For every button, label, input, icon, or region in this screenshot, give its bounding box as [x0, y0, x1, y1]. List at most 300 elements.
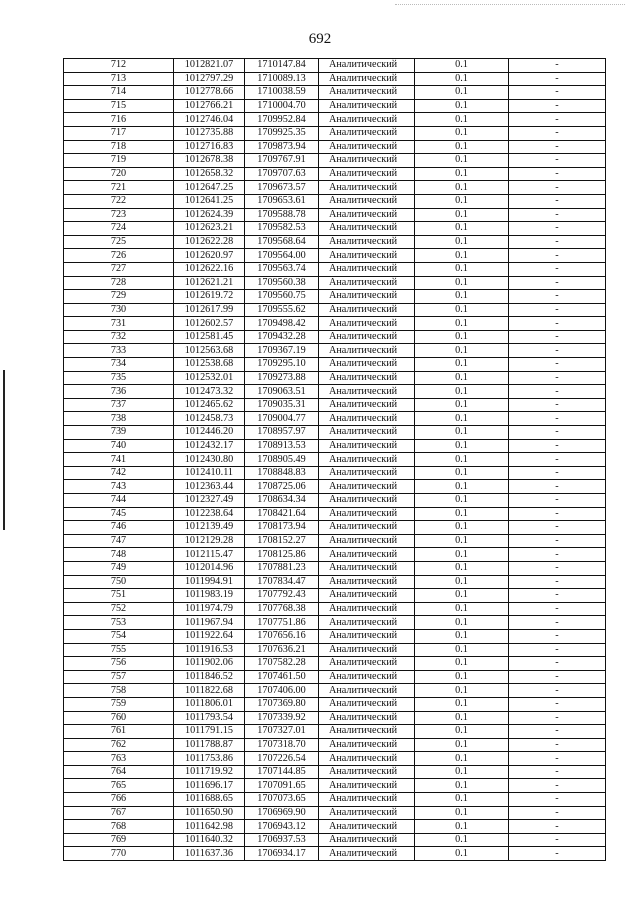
description-cell: -: [509, 561, 606, 575]
description-cell: -: [509, 589, 606, 603]
point-number-cell: 754: [64, 629, 174, 643]
x-coordinate-cell: 1012821.07: [174, 59, 245, 73]
accuracy-cell: 0.1: [415, 398, 509, 412]
point-number-cell: 713: [64, 72, 174, 86]
accuracy-cell: 0.1: [415, 358, 509, 372]
y-coordinate-cell: 1708913.53: [245, 439, 319, 453]
x-coordinate-cell: 1011793.54: [174, 711, 245, 725]
x-coordinate-cell: 1011846.52: [174, 670, 245, 684]
accuracy-cell: 0.1: [415, 602, 509, 616]
point-number-cell: 763: [64, 752, 174, 766]
method-cell: Аналитический: [319, 684, 415, 698]
method-cell: Аналитический: [319, 358, 415, 372]
accuracy-cell: 0.1: [415, 262, 509, 276]
table-row: [64, 344, 606, 358]
y-coordinate-cell: 1709498.42: [245, 317, 319, 331]
accuracy-cell: 0.1: [415, 589, 509, 603]
table-row: [64, 548, 606, 562]
table-row: [64, 602, 606, 616]
accuracy-cell: 0.1: [415, 670, 509, 684]
description-cell: -: [509, 167, 606, 181]
x-coordinate-cell: 1012735.88: [174, 126, 245, 140]
x-coordinate-cell: 1012327.49: [174, 494, 245, 508]
description-cell: -: [509, 235, 606, 249]
y-coordinate-cell: 1706969.90: [245, 806, 319, 820]
method-cell: Аналитический: [319, 561, 415, 575]
y-coordinate-cell: 1708421.64: [245, 507, 319, 521]
x-coordinate-cell: 1012430.80: [174, 453, 245, 467]
x-coordinate-cell: 1011974.79: [174, 602, 245, 616]
point-number-cell: 744: [64, 494, 174, 508]
description-cell: -: [509, 629, 606, 643]
x-coordinate-cell: 1011640.32: [174, 833, 245, 847]
x-coordinate-cell: 1011916.53: [174, 643, 245, 657]
accuracy-cell: 0.1: [415, 480, 509, 494]
point-number-cell: 751: [64, 589, 174, 603]
method-cell: Аналитический: [319, 412, 415, 426]
y-coordinate-cell: 1709273.88: [245, 371, 319, 385]
y-coordinate-cell: 1706943.12: [245, 820, 319, 834]
x-coordinate-cell: 1012797.29: [174, 72, 245, 86]
description-cell: -: [509, 507, 606, 521]
point-number-cell: 740: [64, 439, 174, 453]
description-cell: -: [509, 222, 606, 236]
accuracy-cell: 0.1: [415, 276, 509, 290]
x-coordinate-cell: 1012622.28: [174, 235, 245, 249]
table-row: [64, 154, 606, 168]
table-row: [64, 439, 606, 453]
accuracy-cell: 0.1: [415, 629, 509, 643]
x-coordinate-cell: 1012410.11: [174, 466, 245, 480]
method-cell: Аналитический: [319, 629, 415, 643]
point-number-cell: 764: [64, 765, 174, 779]
y-coordinate-cell: 1707881.23: [245, 561, 319, 575]
method-cell: Аналитический: [319, 575, 415, 589]
method-cell: Аналитический: [319, 534, 415, 548]
method-cell: Аналитический: [319, 167, 415, 181]
accuracy-cell: 0.1: [415, 371, 509, 385]
accuracy-cell: 0.1: [415, 833, 509, 847]
description-cell: -: [509, 72, 606, 86]
method-cell: Аналитический: [319, 330, 415, 344]
accuracy-cell: 0.1: [415, 303, 509, 317]
y-coordinate-cell: 1706934.17: [245, 847, 319, 861]
accuracy-cell: 0.1: [415, 507, 509, 521]
y-coordinate-cell: 1708848.83: [245, 466, 319, 480]
table-row: [64, 752, 606, 766]
x-coordinate-cell: 1012014.96: [174, 561, 245, 575]
table-row: [64, 670, 606, 684]
description-cell: -: [509, 616, 606, 630]
method-cell: Аналитический: [319, 235, 415, 249]
method-cell: Аналитический: [319, 398, 415, 412]
accuracy-cell: 0.1: [415, 820, 509, 834]
coordinates-table: [63, 58, 606, 861]
accuracy-cell: 0.1: [415, 344, 509, 358]
description-cell: -: [509, 426, 606, 440]
method-cell: Аналитический: [319, 480, 415, 494]
y-coordinate-cell: 1709952.84: [245, 113, 319, 127]
table-row: [64, 806, 606, 820]
accuracy-cell: 0.1: [415, 684, 509, 698]
method-cell: Аналитический: [319, 154, 415, 168]
x-coordinate-cell: 1012620.97: [174, 249, 245, 263]
accuracy-cell: 0.1: [415, 72, 509, 86]
y-coordinate-cell: 1707318.70: [245, 738, 319, 752]
x-coordinate-cell: 1011696.17: [174, 779, 245, 793]
y-coordinate-cell: 1709295.10: [245, 358, 319, 372]
description-cell: -: [509, 602, 606, 616]
point-number-cell: 730: [64, 303, 174, 317]
point-number-cell: 767: [64, 806, 174, 820]
point-number-cell: 741: [64, 453, 174, 467]
point-number-cell: 733: [64, 344, 174, 358]
point-number-cell: 726: [64, 249, 174, 263]
table-row: [64, 222, 606, 236]
x-coordinate-cell: 1012621.21: [174, 276, 245, 290]
y-coordinate-cell: 1709673.57: [245, 181, 319, 195]
point-number-cell: 729: [64, 290, 174, 304]
y-coordinate-cell: 1709432.28: [245, 330, 319, 344]
table-row: [64, 276, 606, 290]
method-cell: Аналитический: [319, 697, 415, 711]
method-cell: Аналитический: [319, 59, 415, 73]
point-number-cell: 769: [64, 833, 174, 847]
table-row: [64, 208, 606, 222]
x-coordinate-cell: 1012581.45: [174, 330, 245, 344]
x-coordinate-cell: 1011983.19: [174, 589, 245, 603]
y-coordinate-cell: 1709653.61: [245, 194, 319, 208]
x-coordinate-cell: 1012538.68: [174, 358, 245, 372]
x-coordinate-cell: 1011806.01: [174, 697, 245, 711]
point-number-cell: 765: [64, 779, 174, 793]
method-cell: Аналитический: [319, 793, 415, 807]
accuracy-cell: 0.1: [415, 385, 509, 399]
x-coordinate-cell: 1012623.21: [174, 222, 245, 236]
table-row: [64, 181, 606, 195]
page-number: 692: [308, 31, 332, 47]
table-row: [64, 398, 606, 412]
accuracy-cell: 0.1: [415, 126, 509, 140]
description-cell: -: [509, 466, 606, 480]
table-row: [64, 643, 606, 657]
point-number-cell: 731: [64, 317, 174, 331]
description-cell: -: [509, 725, 606, 739]
description-cell: -: [509, 358, 606, 372]
table-row: [64, 697, 606, 711]
method-cell: Аналитический: [319, 779, 415, 793]
y-coordinate-cell: 1709925.35: [245, 126, 319, 140]
x-coordinate-cell: 1011791.15: [174, 725, 245, 739]
x-coordinate-cell: 1012129.28: [174, 534, 245, 548]
accuracy-cell: 0.1: [415, 575, 509, 589]
method-cell: Аналитический: [319, 602, 415, 616]
y-coordinate-cell: 1708125.86: [245, 548, 319, 562]
description-cell: -: [509, 59, 606, 73]
method-cell: Аналитический: [319, 181, 415, 195]
point-number-cell: 768: [64, 820, 174, 834]
description-cell: -: [509, 290, 606, 304]
table-row: [64, 358, 606, 372]
y-coordinate-cell: 1709035.31: [245, 398, 319, 412]
accuracy-cell: 0.1: [415, 140, 509, 154]
method-cell: Аналитический: [319, 317, 415, 331]
point-number-cell: 750: [64, 575, 174, 589]
y-coordinate-cell: 1707582.28: [245, 657, 319, 671]
point-number-cell: 747: [64, 534, 174, 548]
method-cell: Аналитический: [319, 72, 415, 86]
accuracy-cell: 0.1: [415, 290, 509, 304]
point-number-cell: 715: [64, 99, 174, 113]
accuracy-cell: 0.1: [415, 317, 509, 331]
x-coordinate-cell: 1012602.57: [174, 317, 245, 331]
y-coordinate-cell: 1709582.53: [245, 222, 319, 236]
description-cell: -: [509, 670, 606, 684]
method-cell: Аналитический: [319, 670, 415, 684]
table-row: [64, 684, 606, 698]
method-cell: Аналитический: [319, 426, 415, 440]
accuracy-cell: 0.1: [415, 765, 509, 779]
description-cell: -: [509, 113, 606, 127]
point-number-cell: 724: [64, 222, 174, 236]
point-number-cell: 756: [64, 657, 174, 671]
x-coordinate-cell: 1012139.49: [174, 521, 245, 535]
table-row: [64, 126, 606, 140]
x-coordinate-cell: 1012458.73: [174, 412, 245, 426]
accuracy-cell: 0.1: [415, 222, 509, 236]
y-coordinate-cell: 1709707.63: [245, 167, 319, 181]
point-number-cell: 714: [64, 86, 174, 100]
y-coordinate-cell: 1708634.34: [245, 494, 319, 508]
description-cell: -: [509, 194, 606, 208]
point-number-cell: 735: [64, 371, 174, 385]
description-cell: -: [509, 548, 606, 562]
method-cell: Аналитический: [319, 521, 415, 535]
x-coordinate-cell: 1012658.32: [174, 167, 245, 181]
table-row: [64, 847, 606, 861]
coordinates-table-body: [64, 59, 606, 861]
point-number-cell: 720: [64, 167, 174, 181]
description-cell: -: [509, 398, 606, 412]
description-cell: -: [509, 806, 606, 820]
point-number-cell: 712: [64, 59, 174, 73]
method-cell: Аналитический: [319, 371, 415, 385]
accuracy-cell: 0.1: [415, 439, 509, 453]
accuracy-cell: 0.1: [415, 643, 509, 657]
method-cell: Аналитический: [319, 385, 415, 399]
x-coordinate-cell: 1012432.17: [174, 439, 245, 453]
point-number-cell: 728: [64, 276, 174, 290]
table-row: [64, 711, 606, 725]
accuracy-cell: 0.1: [415, 521, 509, 535]
table-row: [64, 534, 606, 548]
description-cell: -: [509, 833, 606, 847]
method-cell: Аналитический: [319, 507, 415, 521]
table-row: [64, 561, 606, 575]
description-cell: -: [509, 208, 606, 222]
method-cell: Аналитический: [319, 657, 415, 671]
y-coordinate-cell: 1707792.43: [245, 589, 319, 603]
x-coordinate-cell: 1011688.65: [174, 793, 245, 807]
table-row: [64, 72, 606, 86]
description-cell: -: [509, 752, 606, 766]
x-coordinate-cell: 1011719.92: [174, 765, 245, 779]
table-row: [64, 833, 606, 847]
point-number-cell: 721: [64, 181, 174, 195]
method-cell: Аналитический: [319, 466, 415, 480]
accuracy-cell: 0.1: [415, 466, 509, 480]
x-coordinate-cell: 1012766.21: [174, 99, 245, 113]
description-cell: -: [509, 385, 606, 399]
x-coordinate-cell: 1012465.62: [174, 398, 245, 412]
accuracy-cell: 0.1: [415, 249, 509, 263]
method-cell: Аналитический: [319, 99, 415, 113]
table-row: [64, 290, 606, 304]
accuracy-cell: 0.1: [415, 738, 509, 752]
method-cell: Аналитический: [319, 548, 415, 562]
table-row: [64, 765, 606, 779]
description-cell: -: [509, 439, 606, 453]
point-number-cell: 770: [64, 847, 174, 861]
description-cell: -: [509, 684, 606, 698]
point-number-cell: 761: [64, 725, 174, 739]
table-row: [64, 426, 606, 440]
y-coordinate-cell: 1707461.50: [245, 670, 319, 684]
y-coordinate-cell: 1709004.77: [245, 412, 319, 426]
y-coordinate-cell: 1707369.80: [245, 697, 319, 711]
point-number-cell: 755: [64, 643, 174, 657]
method-cell: Аналитический: [319, 303, 415, 317]
method-cell: Аналитический: [319, 344, 415, 358]
accuracy-cell: 0.1: [415, 494, 509, 508]
table-row: [64, 86, 606, 100]
accuracy-cell: 0.1: [415, 154, 509, 168]
x-coordinate-cell: 1012778.66: [174, 86, 245, 100]
point-number-cell: 759: [64, 697, 174, 711]
accuracy-cell: 0.1: [415, 725, 509, 739]
x-coordinate-cell: 1012624.39: [174, 208, 245, 222]
method-cell: Аналитический: [319, 276, 415, 290]
table-row: [64, 589, 606, 603]
x-coordinate-cell: 1011822.68: [174, 684, 245, 698]
point-number-cell: 725: [64, 235, 174, 249]
table-row: [64, 371, 606, 385]
description-cell: -: [509, 412, 606, 426]
y-coordinate-cell: 1709767.91: [245, 154, 319, 168]
table-row: [64, 779, 606, 793]
y-coordinate-cell: 1707406.00: [245, 684, 319, 698]
table-row: [64, 235, 606, 249]
table-row: [64, 59, 606, 73]
accuracy-cell: 0.1: [415, 330, 509, 344]
y-coordinate-cell: 1707327.01: [245, 725, 319, 739]
accuracy-cell: 0.1: [415, 412, 509, 426]
point-number-cell: 760: [64, 711, 174, 725]
y-coordinate-cell: 1709563.74: [245, 262, 319, 276]
y-coordinate-cell: 1707144.85: [245, 765, 319, 779]
x-coordinate-cell: 1012363.44: [174, 480, 245, 494]
method-cell: Аналитический: [319, 806, 415, 820]
x-coordinate-cell: 1011902.06: [174, 657, 245, 671]
table-row: [64, 262, 606, 276]
x-coordinate-cell: 1012619.72: [174, 290, 245, 304]
accuracy-cell: 0.1: [415, 426, 509, 440]
table-row: [64, 521, 606, 535]
y-coordinate-cell: 1709063.51: [245, 385, 319, 399]
point-number-cell: 718: [64, 140, 174, 154]
description-cell: -: [509, 534, 606, 548]
description-cell: -: [509, 779, 606, 793]
y-coordinate-cell: 1706937.53: [245, 833, 319, 847]
y-coordinate-cell: 1710004.70: [245, 99, 319, 113]
table-row: [64, 385, 606, 399]
y-coordinate-cell: 1707073.65: [245, 793, 319, 807]
method-cell: Аналитический: [319, 589, 415, 603]
x-coordinate-cell: 1012678.38: [174, 154, 245, 168]
method-cell: Аналитический: [319, 616, 415, 630]
description-cell: -: [509, 276, 606, 290]
method-cell: Аналитический: [319, 208, 415, 222]
description-cell: -: [509, 820, 606, 834]
y-coordinate-cell: 1709555.62: [245, 303, 319, 317]
method-cell: Аналитический: [319, 711, 415, 725]
accuracy-cell: 0.1: [415, 453, 509, 467]
method-cell: Аналитический: [319, 439, 415, 453]
y-coordinate-cell: 1707091.65: [245, 779, 319, 793]
accuracy-cell: 0.1: [415, 113, 509, 127]
description-cell: -: [509, 86, 606, 100]
y-coordinate-cell: 1707226.54: [245, 752, 319, 766]
description-cell: -: [509, 657, 606, 671]
table-row: [64, 140, 606, 154]
x-coordinate-cell: 1011637.36: [174, 847, 245, 861]
point-number-cell: 723: [64, 208, 174, 222]
y-coordinate-cell: 1710147.84: [245, 59, 319, 73]
x-coordinate-cell: 1011922.64: [174, 629, 245, 643]
y-coordinate-cell: 1710089.13: [245, 72, 319, 86]
table-row: [64, 317, 606, 331]
point-number-cell: 766: [64, 793, 174, 807]
description-cell: -: [509, 453, 606, 467]
description-cell: -: [509, 140, 606, 154]
y-coordinate-cell: 1708152.27: [245, 534, 319, 548]
point-number-cell: 727: [64, 262, 174, 276]
x-coordinate-cell: 1012473.32: [174, 385, 245, 399]
description-cell: -: [509, 330, 606, 344]
y-coordinate-cell: 1709873.94: [245, 140, 319, 154]
accuracy-cell: 0.1: [415, 548, 509, 562]
method-cell: Аналитический: [319, 140, 415, 154]
table-row: [64, 412, 606, 426]
y-coordinate-cell: 1710038.59: [245, 86, 319, 100]
point-number-cell: 757: [64, 670, 174, 684]
x-coordinate-cell: 1012641.25: [174, 194, 245, 208]
y-coordinate-cell: 1707834.47: [245, 575, 319, 589]
method-cell: Аналитический: [319, 643, 415, 657]
point-number-cell: 722: [64, 194, 174, 208]
description-cell: -: [509, 847, 606, 861]
table-row: [64, 480, 606, 494]
description-cell: -: [509, 262, 606, 276]
x-coordinate-cell: 1012647.25: [174, 181, 245, 195]
table-row: [64, 820, 606, 834]
x-coordinate-cell: 1011967.94: [174, 616, 245, 630]
description-cell: -: [509, 480, 606, 494]
accuracy-cell: 0.1: [415, 806, 509, 820]
point-number-cell: 746: [64, 521, 174, 535]
method-cell: Аналитический: [319, 765, 415, 779]
x-coordinate-cell: 1011753.86: [174, 752, 245, 766]
